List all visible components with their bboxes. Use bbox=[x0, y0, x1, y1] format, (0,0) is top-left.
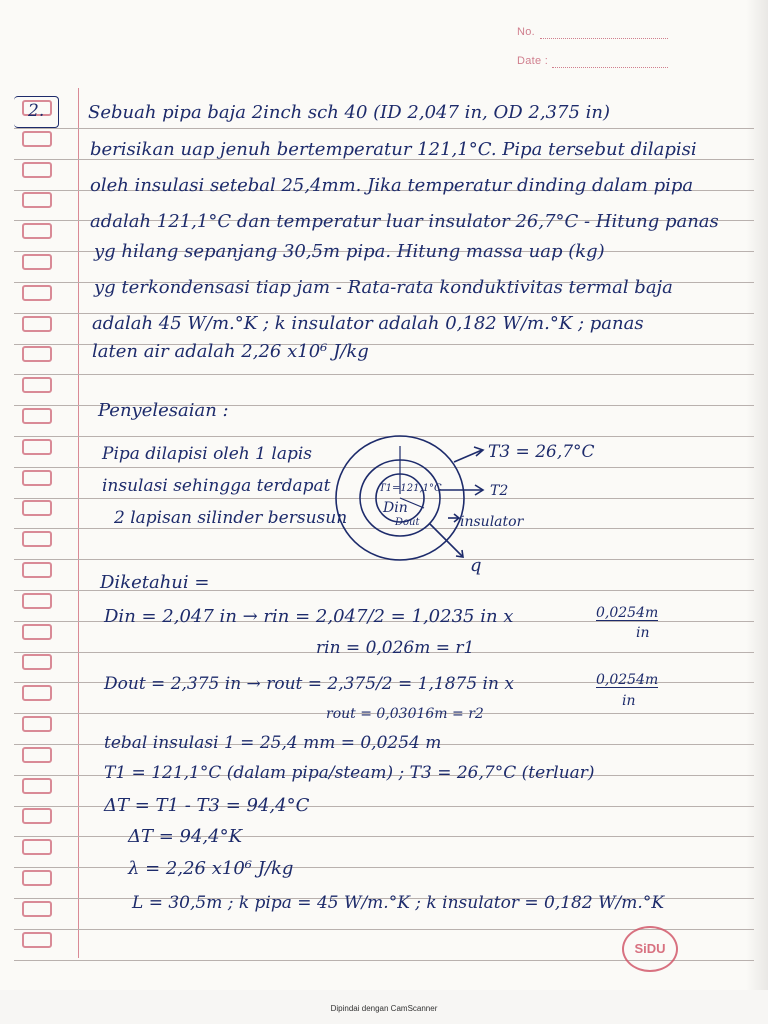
binding-ring bbox=[22, 870, 52, 886]
date-label: Date : bbox=[517, 55, 549, 67]
binding-ring bbox=[22, 716, 52, 732]
problem-line-6: yg terkondensasi tiap jam - Rata-rata konduktivitas termal baja bbox=[94, 277, 673, 298]
problem-line-8: laten air adalah 2,26 x10⁶ J/kg bbox=[92, 341, 369, 362]
binding-ring bbox=[22, 377, 52, 393]
binding-ring bbox=[22, 685, 52, 701]
binding-ring bbox=[22, 624, 52, 640]
problem-line-4: adalah 121,1°C dan temperatur luar insulator 26,7°C - Hitung panas bbox=[90, 211, 719, 232]
diagram-q-label: q bbox=[470, 555, 482, 576]
arrow-q bbox=[430, 524, 462, 556]
problem-line-7: adalah 45 W/m.°K ; k insulator adalah 0,182 W/m.°K ; panas bbox=[92, 313, 644, 334]
margin-line bbox=[78, 88, 79, 958]
solution-heading: Penyelesaian : bbox=[98, 400, 229, 421]
given-row-l-k: L = 30,5m ; k pipa = 45 W/m.°K ; k insulator = 0,182 W/m.°K bbox=[132, 893, 665, 913]
ruled-line bbox=[14, 374, 754, 375]
problem-line-5: yg hilang sepanjang 30,5m pipa. Hitung massa uap (kg) bbox=[94, 241, 605, 262]
given-heading: Diketahui = bbox=[100, 572, 210, 593]
binding-ring bbox=[22, 654, 52, 670]
camscanner-footer: Dipindai dengan CamScanner bbox=[330, 1004, 438, 1013]
problem-number: 2. bbox=[28, 101, 45, 121]
given-row-dout-frac-den: in bbox=[622, 693, 636, 709]
binding-ring bbox=[22, 932, 52, 948]
binding-ring bbox=[22, 192, 52, 208]
solution-desc-1: Pipa dilapisi oleh 1 lapis bbox=[102, 444, 312, 464]
problem-line-3: oleh insulasi setebal 25,4mm. Jika temperatur dinding dalam pipa bbox=[90, 175, 694, 196]
binding-ring bbox=[22, 316, 52, 332]
binding-ring bbox=[22, 901, 52, 917]
binding-ring bbox=[22, 470, 52, 486]
binding-ring bbox=[22, 162, 52, 178]
diagram-insulator-label: insulator bbox=[460, 514, 524, 530]
no-label: No. bbox=[517, 26, 536, 38]
diagram-dout-label: Dout bbox=[395, 517, 420, 528]
solution-desc-3: 2 lapisan silinder bersusun bbox=[114, 508, 348, 528]
binding-ring bbox=[22, 408, 52, 424]
solution-desc-2: insulasi sehingga terdapat bbox=[102, 476, 331, 496]
diagram-t1-label: T1=121,1°C bbox=[379, 483, 442, 494]
date-line bbox=[552, 67, 668, 68]
binding-ring bbox=[22, 500, 52, 516]
page-edge-shadow bbox=[746, 0, 768, 990]
given-row-rout: rout = 0,03016m = r2 bbox=[326, 706, 484, 722]
given-row-temps: T1 = 121,1°C (dalam pipa/steam) ; T3 = 26,7°C (terluar) bbox=[104, 763, 595, 783]
arrow-t3 bbox=[454, 450, 482, 462]
binding-ring bbox=[22, 747, 52, 763]
diagram-t2-label: T2 bbox=[490, 483, 509, 499]
diagram-t3-label: T3 = 26,7°C bbox=[488, 442, 595, 462]
binding-ring bbox=[22, 346, 52, 362]
binding-ring bbox=[22, 531, 52, 547]
binding-ring bbox=[22, 562, 52, 578]
binding-ring bbox=[22, 839, 52, 855]
given-row-din-frac-num: 0,0254m bbox=[596, 605, 659, 621]
binding-ring bbox=[22, 131, 52, 147]
given-row-dt-k: ΔT = 94,4°K bbox=[128, 826, 243, 847]
problem-line-1: Sebuah pipa baja 2inch sch 40 (ID 2,047 in, OD 2,375 in) bbox=[88, 102, 611, 123]
binding-ring bbox=[22, 593, 52, 609]
binding-ring bbox=[22, 439, 52, 455]
binding-ring bbox=[22, 808, 52, 824]
ruled-line bbox=[14, 836, 754, 837]
diagram-din-label: Din bbox=[383, 500, 408, 516]
given-row-lambda: λ = 2,26 x10⁶ J/kg bbox=[128, 858, 294, 879]
ruled-line bbox=[14, 867, 754, 868]
given-row-dout-frac-num: 0,0254m bbox=[596, 672, 659, 688]
binding-rings bbox=[16, 100, 56, 950]
given-row-rin: rin = 0,026m = r1 bbox=[316, 638, 475, 658]
binding-ring bbox=[22, 285, 52, 301]
given-row-tebal: tebal insulasi 1 = 25,4 mm = 0,0254 m bbox=[104, 733, 442, 753]
ruled-line bbox=[14, 128, 754, 129]
given-row-din: Din = 2,047 in → rin = 2,047/2 = 1,0235 in x bbox=[104, 606, 514, 627]
problem-line-2: berisikan uap jenuh bertemperatur 121,1°C. Pipa tersebut dilapisi bbox=[90, 139, 697, 160]
given-row-din-frac-den: in bbox=[636, 625, 650, 641]
sidu-stamp: SiDU bbox=[622, 926, 678, 972]
binding-ring bbox=[22, 223, 52, 239]
given-row-dt-c: ΔT = T1 - T3 = 94,4°C bbox=[104, 795, 310, 816]
binding-ring bbox=[22, 778, 52, 794]
no-line bbox=[540, 38, 668, 39]
binding-ring bbox=[22, 254, 52, 270]
given-row-dout: Dout = 2,375 in → rout = 2,375/2 = 1,1875 in x bbox=[104, 674, 514, 694]
